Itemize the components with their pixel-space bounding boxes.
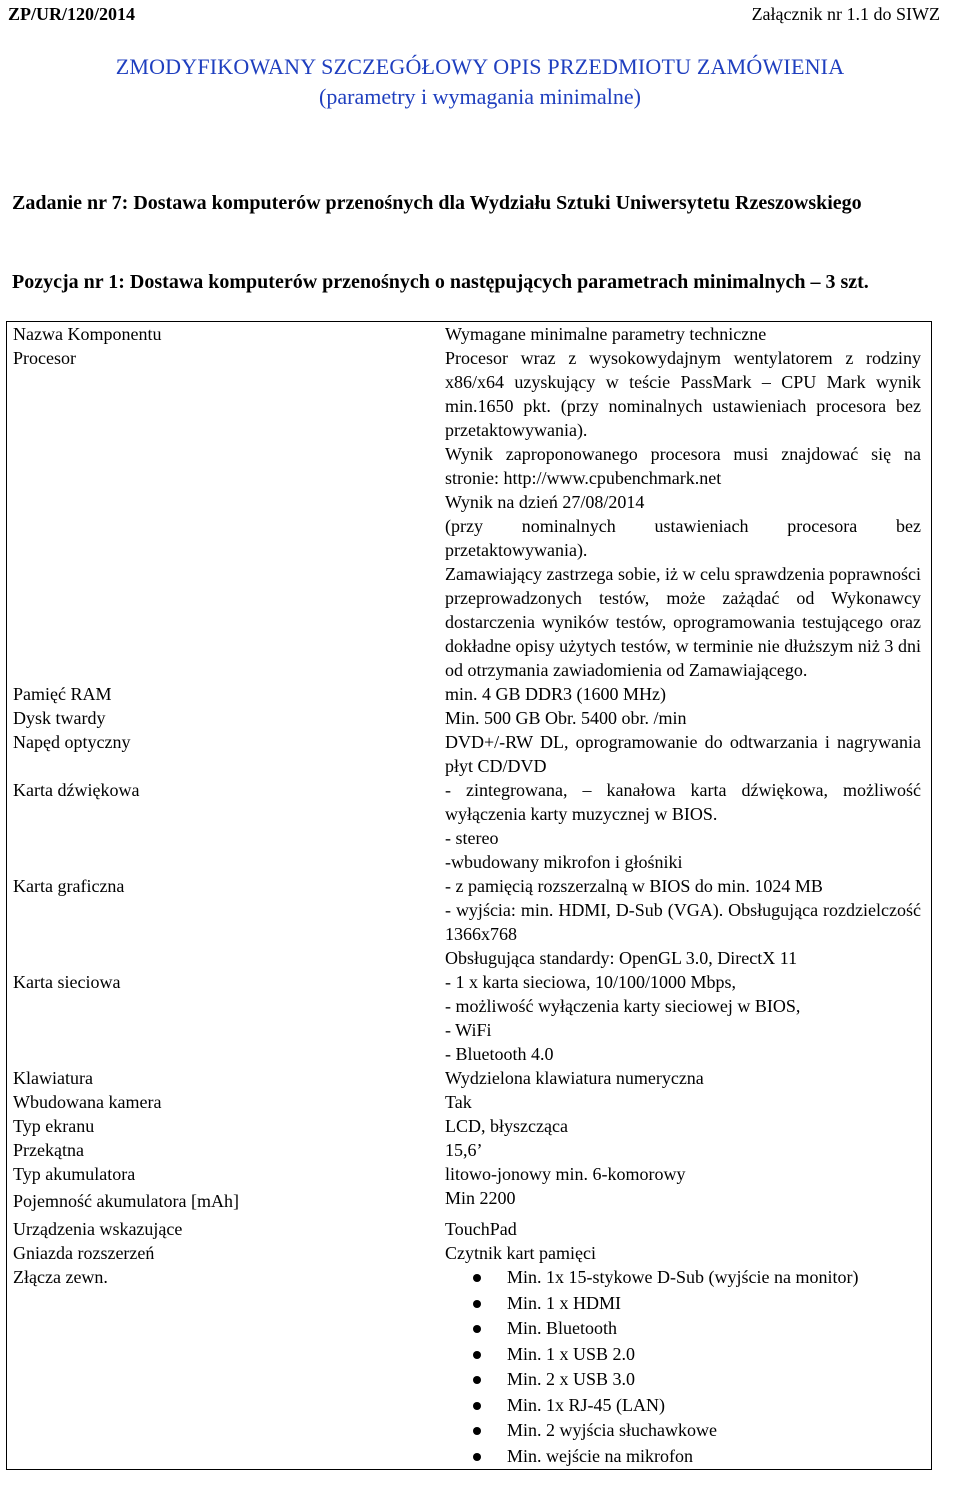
component-name: Karta graficzna xyxy=(13,876,125,896)
table-row xyxy=(7,1241,932,1265)
requirement-line: (przy nominalnych ustawieniach procesora bez przetaktowywania). xyxy=(445,516,921,560)
table-row xyxy=(7,730,932,778)
requirement-line: Wynik zaproponowanego procesora musi znajdować się na stronie: http://www.cpubenchmark.net xyxy=(445,444,921,488)
requirement-line: Wydzielona klawiatura numeryczna xyxy=(445,1068,704,1088)
list-item: Min. 1x RJ-45 (LAN) xyxy=(507,1393,921,1419)
component-name: Klawiatura xyxy=(13,1068,93,1088)
requirement-line: min. 4 GB DDR3 (1600 MHz) xyxy=(445,684,666,704)
requirement-line: Min 2200 xyxy=(445,1188,516,1208)
requirement-line: - z pamięcią rozszerzalną w BIOS do min. 1024 MB xyxy=(445,876,823,896)
table-row xyxy=(7,346,932,682)
table-row xyxy=(7,1066,932,1090)
component-name: Karta dźwiękowa xyxy=(13,780,140,800)
component-requirements xyxy=(433,874,932,970)
requirement-line: Czytnik kart pamięci xyxy=(445,1243,596,1263)
component-name: Typ ekranu xyxy=(13,1116,95,1136)
requirement-line: - Bluetooth 4.0 xyxy=(445,1044,554,1064)
list-item: Min. wejście na mikrofon xyxy=(507,1444,921,1470)
table-row xyxy=(7,1265,932,1470)
list-item: Min. 1 x HDMI xyxy=(507,1291,921,1317)
component-name: Dysk twardy xyxy=(13,708,106,728)
requirement-line: LCD, błyszcząca xyxy=(445,1116,568,1136)
component-requirements xyxy=(433,1265,932,1470)
column-header-parameters: Wymagane minimalne parametry techniczne xyxy=(445,324,767,344)
requirement-line: litowo-jonowy min. 6-komorowy xyxy=(445,1164,686,1184)
component-name: Złącza zewn. xyxy=(13,1267,108,1287)
requirement-line: Tak xyxy=(445,1092,472,1112)
table-row xyxy=(7,778,932,874)
document-title: ZMODYFIKOWANY SZCZEGÓŁOWY OPIS PRZEDMIOTU ZAMÓWIENIA xyxy=(115,54,845,79)
list-item: Min. 1x 15-stykowe D-Sub (wyjście na monitor) xyxy=(507,1265,921,1291)
list-item: Min. 2 wyjścia słuchawkowe xyxy=(507,1418,921,1444)
table-row xyxy=(7,1138,932,1162)
component-name: Urządzenia wskazujące xyxy=(13,1219,183,1239)
requirement-line: - WiFi xyxy=(445,1020,492,1040)
component-name: Pojemność akumulatora [mAh] xyxy=(13,1191,239,1211)
component-name: Przekątna xyxy=(13,1140,84,1160)
specification-table xyxy=(6,321,932,1470)
table-row xyxy=(7,682,932,706)
list-item: Min. 2 x USB 3.0 xyxy=(507,1367,921,1393)
component-name: Wbudowana kamera xyxy=(13,1092,162,1112)
requirement-line: Min. 500 GB Obr. 5400 obr. /min xyxy=(445,708,687,728)
component-name: Napęd optyczny xyxy=(13,732,131,752)
table-row xyxy=(7,1162,932,1186)
component-requirements xyxy=(433,970,932,1066)
component-name: Pamięć RAM xyxy=(13,684,112,704)
document-reference: ZP/UR/120/2014 xyxy=(8,4,136,24)
annex-label: Załącznik nr 1.1 do SIWZ xyxy=(751,4,940,24)
requirement-line: - zintegrowana, – kanałowa karta dźwiękowa, możliwość wyłączenia karty muzycznej w BIOS. xyxy=(445,780,921,824)
component-requirements xyxy=(433,346,932,682)
table-row xyxy=(7,1217,932,1241)
document-subtitle: (parametry i wymagania minimalne) xyxy=(319,84,641,109)
task-heading: Zadanie nr 7: Dostawa komputerów przenośnych dla Wydziału Sztuki Uniwersytetu Rzeszowskiego xyxy=(12,192,862,214)
list-item: Min. Bluetooth xyxy=(507,1316,921,1342)
requirement-line: Zamawiający zastrzega sobie, iż w celu sprawdzenia poprawności przeprowadzonych testów, może zażądać od Wykonawcy dostarczenia wyników testów, oprogramowania testującego oraz dokładne opisy użytych testów, w terminie nie dłuższym niż 3 dni od otrzymania zawiadomienia od Zamawiającego. xyxy=(445,564,921,680)
component-requirements xyxy=(433,778,932,874)
requirement-line: - 1 x karta sieciowa, 10/100/1000 Mbps, xyxy=(445,972,736,992)
requirement-line: - wyjścia: min. HDMI, D-Sub (VGA). Obsługująca rozdzielczość 1366x768 xyxy=(445,900,921,944)
requirement-line: 15,6’ xyxy=(445,1140,483,1160)
requirement-line: TouchPad xyxy=(445,1219,517,1239)
table-row xyxy=(7,1114,932,1138)
requirement-line: Obsługująca standardy: OpenGL 3.0, DirectX 11 xyxy=(445,948,798,968)
component-name: Karta sieciowa xyxy=(13,972,121,992)
requirement-line: -wbudowany mikrofon i głośniki xyxy=(445,852,683,872)
component-name: Procesor xyxy=(13,348,76,368)
table-row xyxy=(7,970,932,1066)
requirement-line: DVD+/-RW DL, oprogramowanie do odtwarzania i nagrywania płyt CD/DVD xyxy=(445,732,921,776)
table-header-row xyxy=(7,322,932,347)
column-header-component: Nazwa Komponentu xyxy=(13,324,162,344)
table-row xyxy=(7,706,932,730)
table-row xyxy=(7,1090,932,1114)
position-heading: Pozycja nr 1: Dostawa komputerów przenośnych o następujących parametrach minimalnych – 3 szt. xyxy=(12,271,869,293)
component-name: Typ akumulatora xyxy=(13,1164,136,1184)
requirement-line: Wynik na dzień 27/08/2014 xyxy=(445,492,645,512)
list-item: Min. 1 x USB 2.0 xyxy=(507,1342,921,1368)
table-row xyxy=(7,1186,932,1217)
component-name: Gniazda rozszerzeń xyxy=(13,1243,155,1263)
table-row xyxy=(7,874,932,970)
requirement-line: - możliwość wyłączenia karty sieciowej w BIOS, xyxy=(445,996,801,1016)
requirement-line: Procesor wraz z wysokowydajnym wentylatorem z rodziny x86/x64 uzyskujący w teście PassMark – CPU Mark wynik min.1650 pkt. (przy nominalnych ustawieniach procesora bez przetaktowywania). xyxy=(445,348,921,440)
requirement-line: - stereo xyxy=(445,828,499,848)
ports-list xyxy=(445,1265,921,1469)
